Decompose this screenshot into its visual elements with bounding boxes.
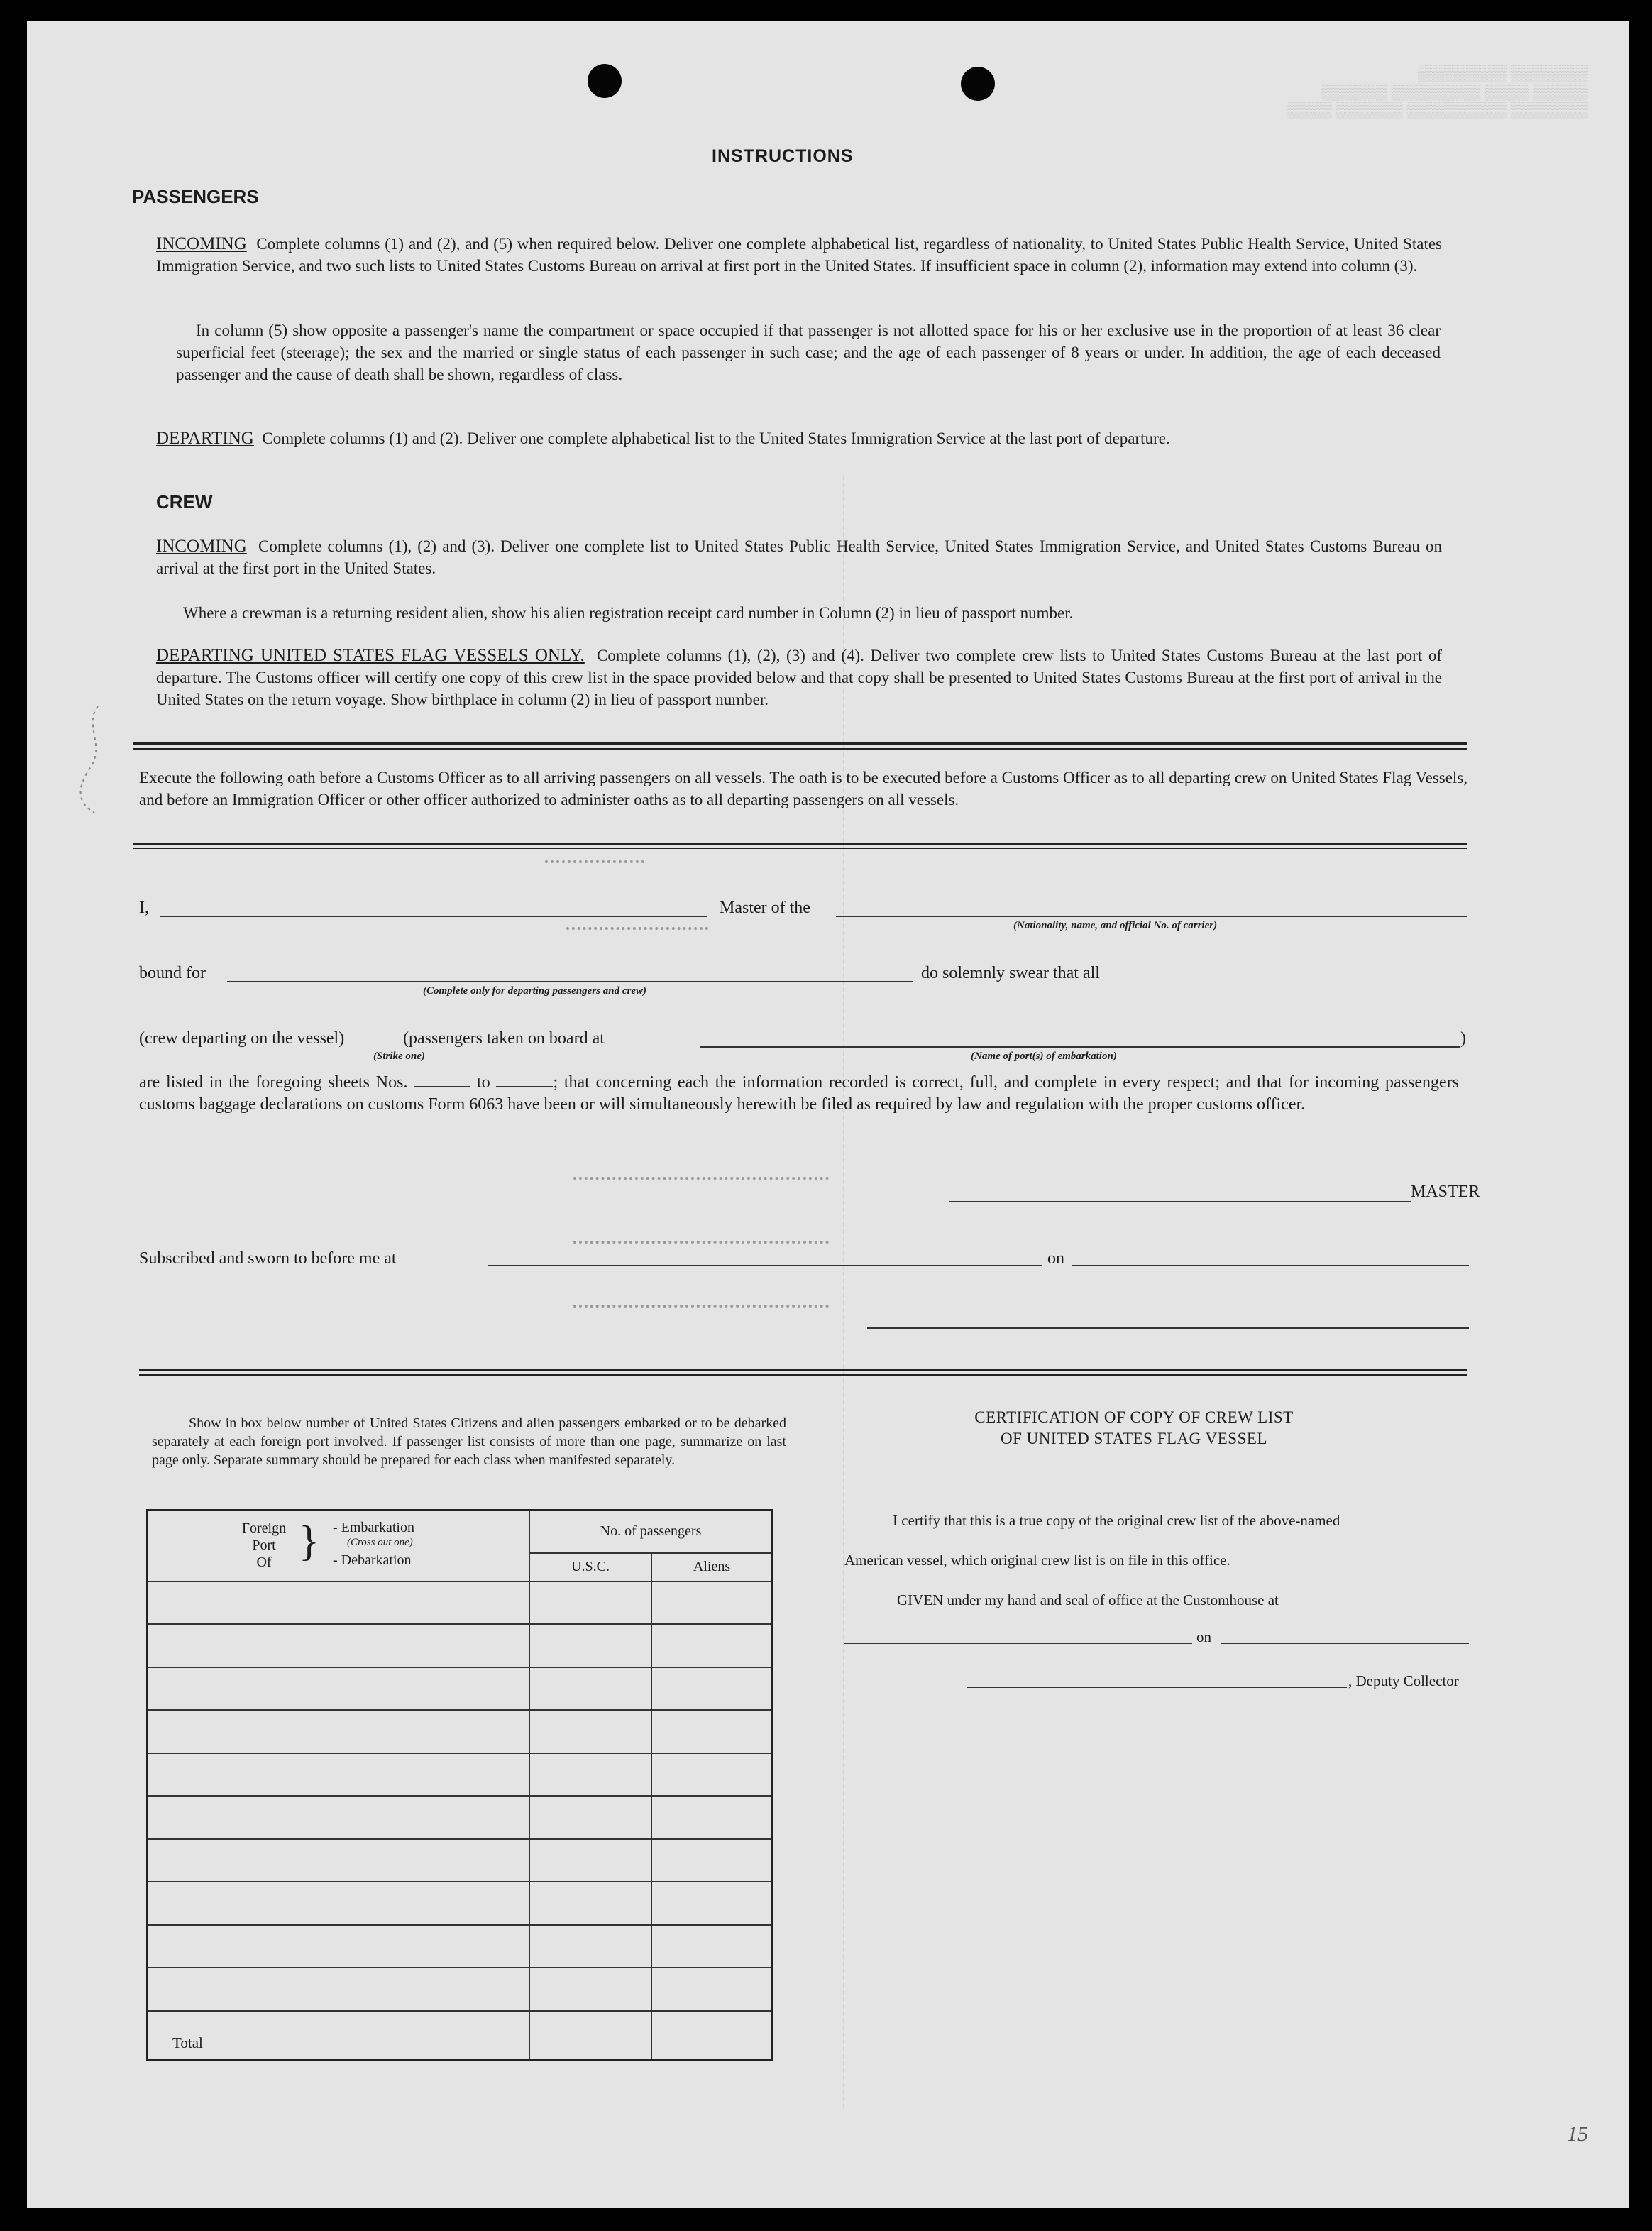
brace-glyph: } [299,1518,319,1564]
port-cell[interactable] [148,1710,530,1753]
carrier-field[interactable] [836,916,1467,917]
aliens-cell[interactable] [651,1710,773,1753]
bound-for-field[interactable] [227,981,913,982]
certification-title-line1: CERTIFICATION OF COPY OF CREW LIST [974,1408,1294,1426]
certification-title-line2: OF UNITED STATES FLAG VESSEL [1001,1430,1267,1447]
bottom-divider [139,1374,1467,1376]
crew-incoming-paragraph [156,535,1442,579]
crew-heading: CREW [156,491,213,512]
crew-resident-paragraph: Where a crewman is a returning resident alien, show his alien registration receipt card number in Column (2) in lieu of passport number. [183,604,1074,622]
port-cell[interactable] [148,1582,530,1625]
port-cell[interactable] [148,1624,530,1667]
crew-departing-paragraph [156,645,1442,711]
master-label: MASTER [1411,1183,1480,1201]
aliens-cell[interactable] [651,1624,773,1667]
debarkation-label: - Debarkation [333,1552,412,1568]
margin-scribble [70,703,112,816]
no-of-passengers-header: No. of passengers [529,1511,773,1553]
port-of-embarkation-field[interactable] [700,1046,1460,1048]
passengers-departing-text: Complete columns (1) and (2). Deliver one complete alphabetical list to the United States Immigration Service at the last port of departure. [262,429,1170,447]
certify-line-b: American vessel, which original crew list is on file in this office. [844,1552,1230,1569]
given-line: GIVEN under my hand and seal of office at the Customhouse at [897,1591,1279,1608]
usc-cell[interactable] [529,1882,651,1925]
table-row [148,1839,773,1882]
usc-cell[interactable] [529,1925,651,1968]
passengers-incoming-text: Complete columns (1) and (2), and (5) when required below. Deliver one complete alphabetical list, regardless of nationality, to United States Public Health Service, United States Immigration Service, and two such lists to United States Customs Bureau on arrival at first port in the United States. If insufficient space in column (2), information may extend into column (3). [156,235,1442,275]
dotted-remnant [573,1177,829,1180]
crew-departing-label: (crew departing on the vessel) [139,1029,345,1048]
of-label: Of [256,1555,272,1570]
total-usc-cell[interactable] [529,2011,651,2061]
passengers-departing-label: DEPARTING [156,429,254,448]
passengers-taken-label: (passengers taken on board at [403,1029,605,1048]
aliens-cell[interactable] [651,1882,773,1925]
port-cell[interactable] [148,1882,530,1925]
punch-hole [961,67,995,101]
bound-for-hint: (Complete only for departing passengers and crew) [423,985,646,997]
summary-instructions: Show in box below number of United States Citizens and alien passengers embarked or to be debarked separately at each foreign port involved. If passenger list consists of more than one page, summarize on last page only. Separate summary should be prepared for each class when manifested separately. [152,1415,786,1468]
aliens-cell[interactable] [651,1753,773,1797]
certify-line-a: I certify that this is a true copy of the original crew list of the above-named [893,1512,1340,1529]
usc-header: U.S.C. [529,1553,651,1582]
bound-for-label: bound for [139,964,206,982]
margin-number: 15 [1567,2122,1588,2146]
oath-intro: Execute the following oath before a Customs Officer as to all arriving passengers on all vessels. The oath is to be executed before a Customs Officer as to all departing crew on United States Flag Vessels, and before an Immigration Officer or other officer authorized to administer oaths as to all departing passengers on all vessels. [139,769,1467,808]
dotted-remnant [573,1241,829,1244]
bleed-through-text: ▒▒▒▒▒▒▒▒ ▒▒▒▒▒▒▒ ▒▒▒▒▒▒ ▒▒▒▒▒▒▒▒ ▒▒▒▒ ▒▒▒▒▒ ▒▒▒▒ ▒▒▒▒▒▒ ▒▒▒▒▒▒▒▒▒ ▒▒▒▒▒▒▒ [1287,64,1588,119]
customhouse-field[interactable] [844,1643,1192,1644]
table-row [148,1667,773,1711]
dotted-remnant [573,1305,829,1308]
usc-cell[interactable] [529,1710,651,1753]
passenger-summary-table [146,1509,773,2061]
aliens-cell[interactable] [651,1796,773,1839]
cross-out-hint: (Cross out one) [347,1537,413,1548]
aliens-cell[interactable] [651,1839,773,1882]
sheets-line [139,1072,1459,1116]
sheets-to-label: to [477,1073,490,1092]
port-cell[interactable] [148,1667,530,1711]
usc-cell[interactable] [529,1968,651,2011]
master-signature-field[interactable] [949,1201,1411,1202]
aliens-cell[interactable] [651,1582,773,1625]
oath-divider [133,843,1467,845]
certification-title [949,1407,1318,1449]
passengers-incoming-label: INCOMING [156,234,247,253]
crew-incoming-label: INCOMING [156,537,247,556]
embarkation-label: - Embarkation [333,1520,414,1535]
port-cell[interactable] [148,1839,530,1882]
i-label: I, [139,899,149,917]
crew-departing-text: Complete columns (1), (2), (3) and (4). Deliver two complete crew lists to United States Customs Bureau at the last port of departure. The Customs officer will certify one copy of this crew list in the space provided below and that copy shall be presented to United States Customs Bureau at the first port of arrival in the United States on the return voyage. Show birthplace in column (2) in lieu of passport number. [156,647,1442,708]
foreign-port-label [232,1520,296,1571]
table-row [148,1882,773,1925]
oath-divider [133,848,1467,849]
dotted-remnant [545,860,644,863]
page-title: INSTRUCTIONS [712,146,854,166]
table-row [148,1925,773,1968]
port-cell[interactable] [148,1968,530,2011]
master-of-label: Master of the [720,899,810,917]
port-header-cell [148,1511,530,1582]
total-label: Total [172,2034,203,2051]
aliens-cell[interactable] [651,1968,773,2011]
passengers-incoming-paragraph [156,233,1442,277]
subscribed-place-field[interactable] [488,1265,1042,1266]
crew-incoming-text: Complete columns (1), (2) and (3). Deliver one complete list to United States Public Health Service, United States Immigration Service, and United States Customs Bureau on arrival at the first port in the United States. [156,537,1442,577]
master-name-field[interactable] [160,916,707,917]
officer-signature-field[interactable] [867,1327,1469,1329]
passengers-heading: PASSENGERS [132,186,259,207]
usc-cell[interactable] [529,1839,651,1882]
total-aliens-cell[interactable] [651,2011,773,2061]
form-sheet [27,21,1629,2208]
deputy-signature-field[interactable] [967,1687,1347,1688]
close-paren: ) [1460,1029,1466,1048]
aliens-header: Aliens [651,1553,773,1582]
usc-cell[interactable] [529,1796,651,1839]
section-divider [133,748,1467,750]
total-label-cell [148,2011,530,2061]
sheets-declaration-text: ; that concerning each the information recorded is correct, full, and complete in every respect; and that for incoming passengers customs baggage declarations on customs Form 6063 have been or will simultaneously herewith be filed as required by law and regulation with the proper customs officer. [139,1073,1460,1114]
subscribed-label: Subscribed and sworn to before me at [139,1249,397,1268]
sheets-label: are listed in the foregoing sheets Nos. [139,1073,408,1092]
foreign-label: Foreign [241,1520,287,1536]
usc-cell[interactable] [529,1667,651,1711]
table-row [148,1582,773,1625]
total-row [148,2011,773,2061]
port-cell[interactable] [148,1925,530,1968]
sheet-to-field[interactable] [496,1086,553,1087]
aliens-cell[interactable] [651,1925,773,1968]
table-row [148,1710,773,1753]
aliens-cell[interactable] [651,1667,773,1711]
port-hint: (Name of port(s) of embarkation) [971,1051,1117,1062]
certification-on-label: on [1196,1628,1211,1645]
table-row [148,1753,773,1797]
carrier-hint: (Nationality, name, and official No. of carrier) [1013,920,1218,931]
swear-label: do solemnly swear that all [921,964,1100,982]
passengers-departing-paragraph [156,427,1442,449]
usc-cell[interactable] [529,1582,651,1625]
crew-departing-label: DEPARTING UNITED STATES FLAG VESSELS ONLY. [156,646,585,665]
bleed-through-columns [843,476,1199,2108]
dotted-remnant [566,927,708,930]
port-label: Port [252,1537,276,1553]
table-row [148,1968,773,2011]
usc-cell[interactable] [529,1624,651,1667]
table-row [148,1796,773,1839]
subscribed-date-field[interactable] [1072,1265,1469,1266]
bottom-divider [139,1369,1467,1371]
certification-date-field[interactable] [1221,1643,1469,1644]
deputy-collector-label: , Deputy Collector [1348,1672,1459,1689]
punch-hole [588,64,622,98]
strike-one-hint: (Strike one) [373,1051,425,1062]
section-divider [133,742,1467,745]
port-cell[interactable] [148,1753,530,1797]
sheet-from-field[interactable] [414,1086,470,1087]
subscribed-on-label: on [1047,1249,1064,1268]
port-cell[interactable] [148,1796,530,1839]
column5-paragraph: In column (5) show opposite a passenger's name the compartment or space occupied if that passenger is not allotted space for his or her exclusive use in the proportion of at least 36 clear superficial feet (steerage); the sex and the married or single status of each passenger in such case; and the age of each passenger of 8 years or under. In addition, the age of each deceased passenger and the cause of death shall be shown, regardless of class. [176,322,1441,383]
table-row [148,1624,773,1667]
usc-cell[interactable] [529,1753,651,1797]
